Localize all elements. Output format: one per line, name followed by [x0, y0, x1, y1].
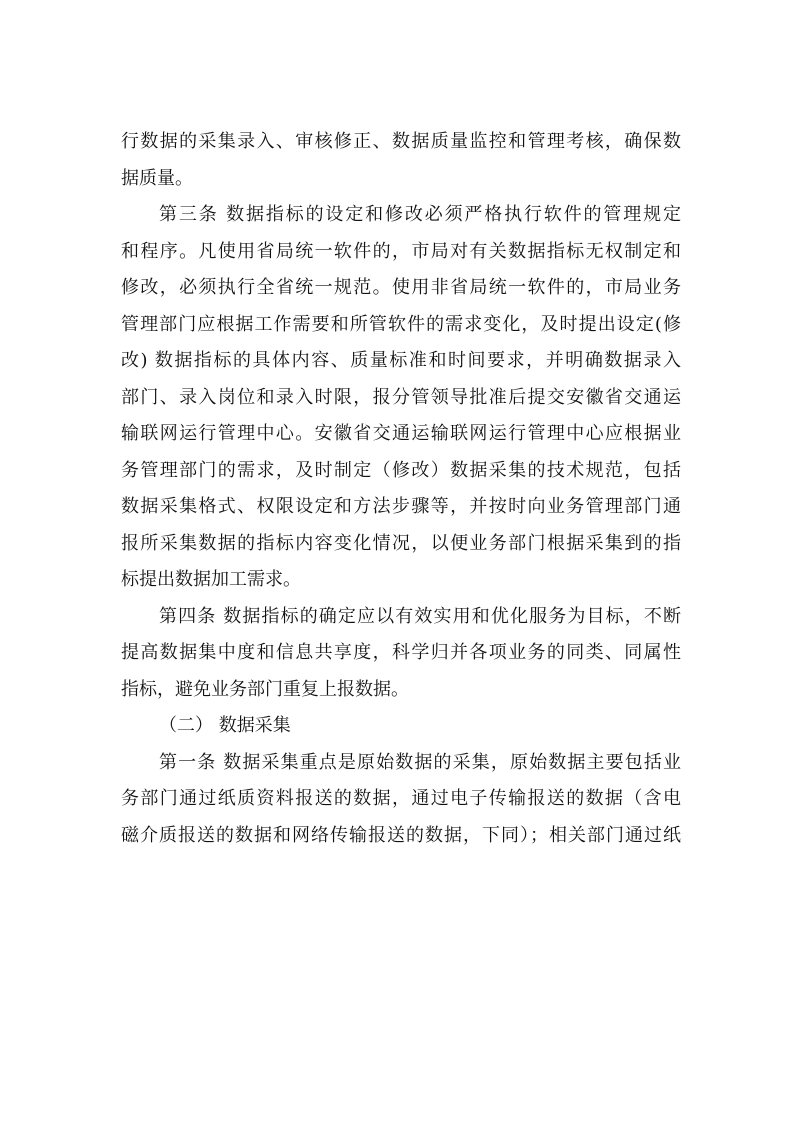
text-line: 和程序。凡使用省局统一软件的，市局对有关数据指标无权制定和 — [121, 240, 681, 262]
article-4-start: 第四条 数据指标的确定应以有效实用和优化服务为目标，不断 — [159, 605, 681, 627]
text-line: 据质量。 — [121, 167, 193, 189]
text-line: 修改，必须执行全省统一规范。使用非省局统一软件的，市局业务 — [121, 277, 681, 298]
text-line: 改) 数据指标的具体内容、质量标准和时间要求，并明确数据录入 — [121, 350, 681, 371]
text-line: 磁介质报送的数据和网络传输报送的数据，下同）；相关部门通过纸 — [121, 824, 681, 846]
text-line: 务部门通过纸质资料报送的数据，通过电子传输报送的数据（含电 — [121, 788, 681, 809]
text-line: 部门、录入岗位和录入时限，报分管领导批准后提交安徽省交通运 — [121, 386, 681, 408]
text-line: 数据采集格式、权限设定和方法步骤等，并按时向业务管理部门通 — [121, 496, 681, 517]
article-1-start: 第一条 数据采集重点是原始数据的采集，原始数据主要包括业 — [159, 751, 681, 773]
article-3-start: 第三条 数据指标的设定和修改必须严格执行软件的管理规定 — [159, 204, 681, 225]
section-heading: （二） 数据采集 — [159, 715, 291, 736]
text-line: 提高数据集中度和信息共享度，科学归并各项业务的同类、同属性 — [121, 642, 681, 663]
text-line: 行数据的采集录入、审核修正、数据质量监控和管理考核，确保数 — [121, 131, 681, 152]
text-line: 指标，避免业务部门重复上报数据。 — [121, 678, 409, 700]
text-line: 标提出数据加工需求。 — [121, 569, 301, 590]
text-line: 管理部门应根据工作需要和所管软件的需求变化，及时提出设定(修 — [121, 313, 681, 335]
document-body — [121, 124, 681, 854]
text-line: 务管理部门的需求，及时制定（修改）数据采集的技术规范，包括 — [121, 459, 681, 481]
text-line: 输联网运行管理中心。安徽省交通运输联网运行管理中心应根据业 — [121, 423, 681, 444]
text-line: 报所采集数据的指标内容变化情况，以便业务部门根据采集到的指 — [121, 532, 681, 554]
